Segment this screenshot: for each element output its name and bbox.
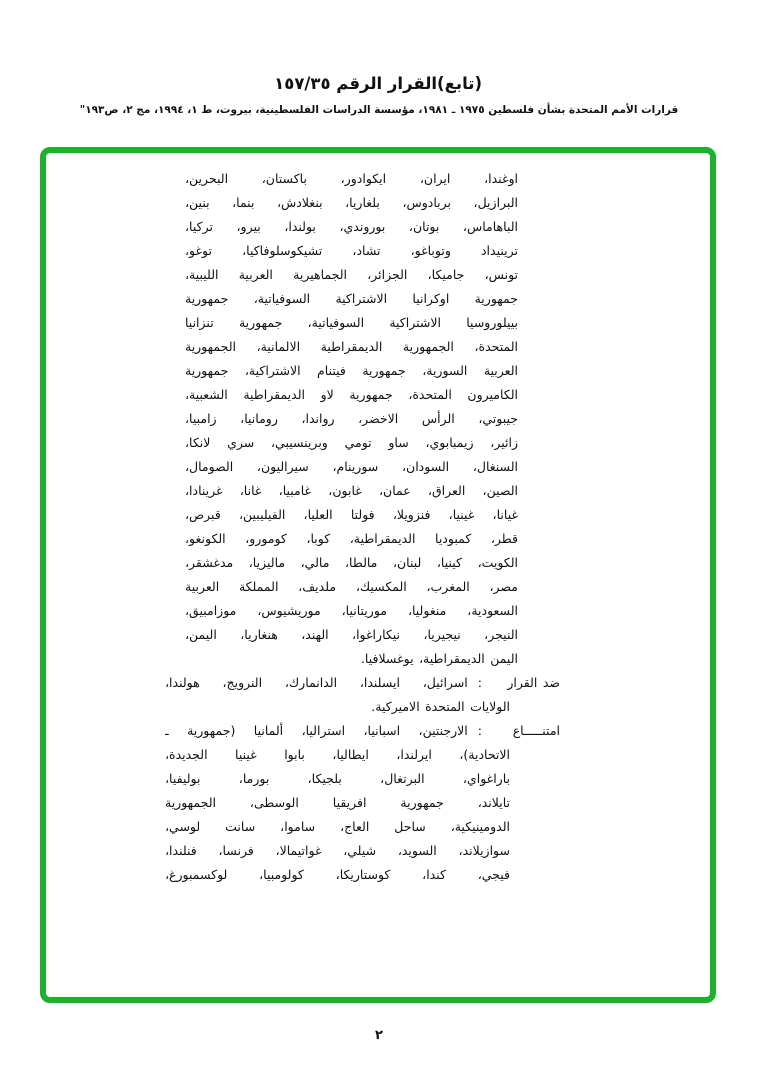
country-list-line: ترينيداد وتوباغو، تشاد، تشيكوسلوفاكيا، توغو،: [185, 243, 518, 258]
vote-against-row: [165, 671, 560, 695]
country-list-line: العربية السورية، جمهورية فيتنام الاشتراكية، جمهورية: [185, 363, 518, 378]
against-label: ضد القرار: [507, 675, 560, 690]
country-list-line: الصين، العراق، عمان، غابون، غامبيا، غانا، غرينادا،: [185, 483, 518, 498]
abstain-countries-line: الدومينيكية، ساحل العاج، ساموا، سانت لوسي،: [165, 819, 510, 834]
country-list-line: الكاميرون المتحدة، جمهورية لاو الديمقراطية الشعبية،: [185, 387, 518, 402]
abstain-countries-line: سوازيلاند، السويد، شيلي، غواتيمالا، فرنسا، فنلندا،: [165, 843, 510, 858]
abstain-countries-line: تايلاند، جمهورية افريقيا الوسطى، الجمهورية: [165, 795, 510, 810]
country-list-line: الكويت، كينيا، لبنان، مالطا، مالي، ماليزيا، مدغشقر،: [185, 555, 518, 570]
country-list-line: جمهورية اوكرانيا الاشتراكية السوفياتية، جمهورية: [185, 291, 518, 306]
vote-abstain-row: [165, 719, 560, 743]
vote-record-block: [165, 167, 560, 887]
country-list-line: اوغندا، ايران، ايكوادور، باكستان، البحرين،: [185, 171, 518, 186]
country-list-line: غيانا، غينيا، فنزويلا، فولتا العليا، الفيليبين، قبرص،: [185, 507, 518, 522]
source-citation: قرارات الأمم المتحدة بشأن فلسطين ١٩٧٥ ـ ١٩٨١، مؤسسة الدراسات الفلسطينية، بيروت، ط ١، ١٩٩٤، مج ٢، ص١٩٣": [79, 104, 679, 116]
against-countries-line: الولايات المتحدة الاميركية.: [371, 699, 510, 714]
country-list-line: الباهاماس، بوتان، بوروندي، بولندا، بيرو، تركيا،: [185, 219, 518, 234]
against-countries-line: اسرائيل، ايسلندا، الدانمارك، النرويج، هولندا،: [165, 675, 468, 690]
country-list-line: قطر، كمبوديا الديمقراطية، كوبا، كومورو، الكونغو،: [185, 531, 518, 546]
country-list-line: اليمن الديمقراطية، يوغسلافيا.: [360, 651, 518, 666]
country-list-line: النيجر، نيجيريا، نيكاراغوا، الهند، هنغاريا، اليمن،: [185, 627, 518, 642]
abstain-countries-line: باراغواي، البرتغال، بلجيكا، بورما، بوليفيا،: [165, 771, 510, 786]
country-list-line: تونس، جاميكا، الجزائر، الجماهيرية العربية الليبية،: [185, 267, 518, 282]
abstain-countries-line: الارجنتين، اسبانيا، استراليا، ألمانيا (جمهورية ـ: [165, 723, 468, 738]
country-list-line: بييلوروسيا الاشتراكية السوفياتية، جمهورية تنزانيا: [185, 315, 518, 330]
country-list-line: السنغال، السودان، سورينام، سيراليون، الصومال،: [185, 459, 518, 474]
abstain-label: امتنـــــاع: [512, 723, 560, 738]
abstain-countries-line: الاتحادية)، ايرلندا، ايطاليا، بابوا غينيا الجديدة،: [165, 747, 510, 762]
abstain-colon: :: [477, 723, 482, 738]
country-list-line: البرازيل، بربادوس، بلغاريا، بنغلادش، بنما، بنين،: [185, 195, 518, 210]
country-list-line: زائير، زيمبابوي، ساو تومي وبرينسيبي، سري لانكا،: [185, 435, 518, 450]
country-list-line: جيبوتي، الرأس الاخضر، رواندا، رومانيا، زامبيا،: [185, 411, 518, 426]
in-favor-country-list: [185, 167, 518, 671]
country-list-line: السعودية، منغوليا، موريتانيا، موريشيوس، موزامبيق،: [185, 603, 518, 618]
country-list-line: المتحدة، الجمهورية الديمقراطية الالمانية، الجمهورية: [185, 339, 518, 354]
abstain-countries-line: فيجي، كندا، كوستاريكا، كولومبيا، لوكسمبورغ،: [165, 867, 510, 882]
country-list-line: مصر، المغرب، المكسيك، ملديف، المملكة العربية: [185, 579, 518, 594]
page-title: (تابع)القرار الرقم ١٥٧/٣٥: [274, 74, 482, 93]
page-number: ٢: [375, 1028, 383, 1043]
against-colon: :: [477, 675, 482, 690]
